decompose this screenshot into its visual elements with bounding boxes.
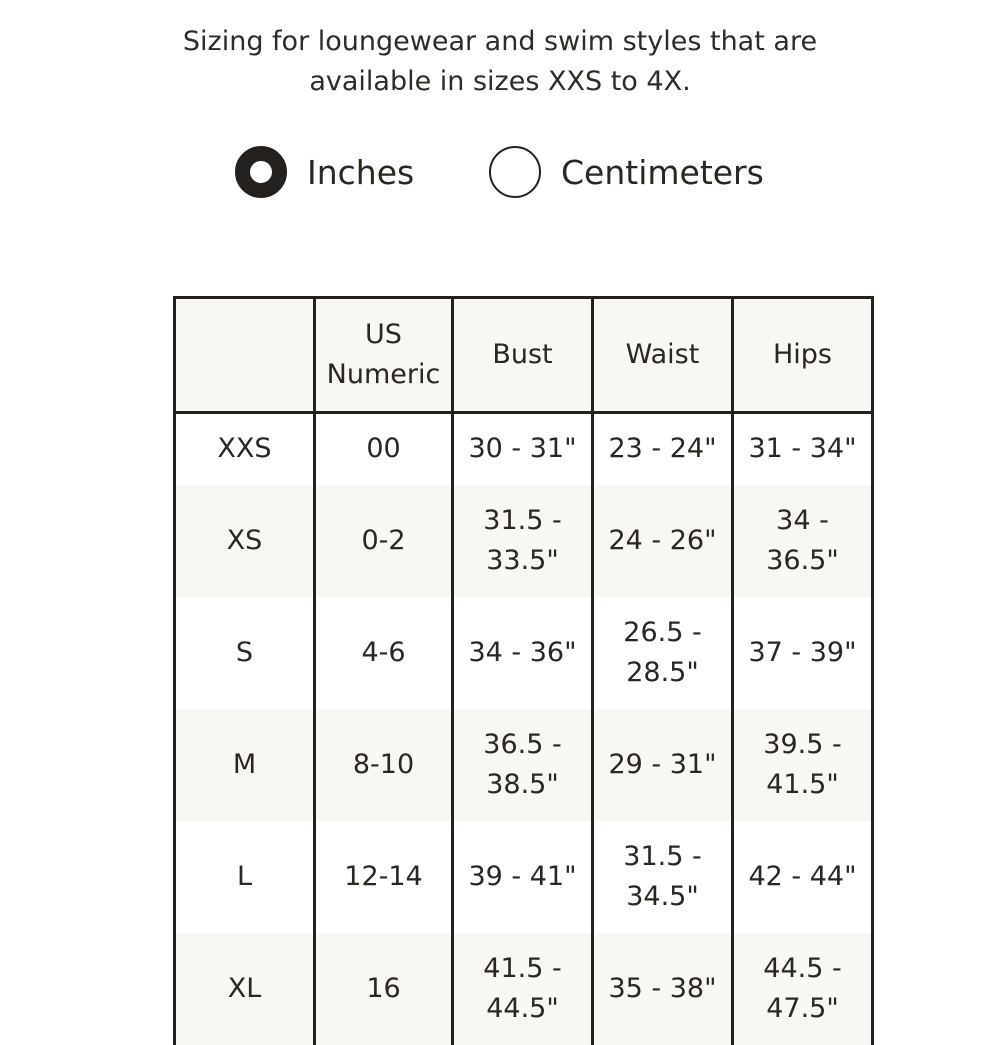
header-hips: Hips [733, 298, 873, 413]
centimeters-radio[interactable] [489, 146, 541, 198]
centimeters-label: Centimeters [561, 152, 764, 192]
bust-cell: 39 - 41" [453, 821, 593, 933]
waist-cell: 24 - 26" [593, 485, 733, 597]
hips-cell: 37 - 39" [733, 597, 873, 709]
inches-label: Inches [307, 152, 415, 192]
description-line-1: Sizing for loungewear and swim styles that are [182, 26, 818, 57]
header-us-numeric: US Numeric [315, 298, 453, 413]
us-numeric-cell: 12-14 [315, 821, 453, 933]
size-cell: XXS [175, 413, 315, 485]
centimeters-option[interactable] [489, 142, 764, 202]
bust-cell: 30 - 31" [453, 413, 593, 485]
table-row [175, 821, 873, 933]
us-numeric-cell: 16 [315, 933, 453, 1045]
header-size [175, 298, 315, 413]
inches-radio[interactable] [235, 146, 287, 198]
header-row [175, 298, 873, 413]
size-cell: L [175, 821, 315, 933]
size-cell: XS [175, 485, 315, 597]
us-numeric-cell: 8-10 [315, 709, 453, 821]
size-cell: XL [175, 933, 315, 1045]
table-row [175, 413, 873, 485]
header-waist: Waist [593, 298, 733, 413]
hips-cell: 42 - 44" [733, 821, 873, 933]
table-row [175, 597, 873, 709]
bust-cell: 34 - 36" [453, 597, 593, 709]
waist-cell: 35 - 38" [593, 933, 733, 1045]
description-line-2: available in sizes XXS to 4X. [309, 66, 691, 97]
bust-cell: 36.5 - 38.5" [453, 709, 593, 821]
table-row [175, 709, 873, 821]
header-bust: Bust [453, 298, 593, 413]
waist-cell: 29 - 31" [593, 709, 733, 821]
us-numeric-cell: 00 [315, 413, 453, 485]
waist-cell: 31.5 - 34.5" [593, 821, 733, 933]
size-cell: S [175, 597, 315, 709]
bust-cell: 41.5 - 44.5" [453, 933, 593, 1045]
hips-cell: 39.5 - 41.5" [733, 709, 873, 821]
waist-cell: 23 - 24" [593, 413, 733, 485]
waist-cell: 26.5 - 28.5" [593, 597, 733, 709]
us-numeric-cell: 4-6 [315, 597, 453, 709]
hips-cell: 31 - 34" [733, 413, 873, 485]
table-row [175, 485, 873, 597]
inches-option[interactable] [235, 142, 414, 202]
hips-cell: 34 - 36.5" [733, 485, 873, 597]
us-numeric-cell: 0-2 [315, 485, 453, 597]
table-row [175, 933, 873, 1045]
size-chart-description [0, 22, 1000, 102]
size-cell: M [175, 709, 315, 821]
bust-cell: 31.5 - 33.5" [453, 485, 593, 597]
unit-toggle [0, 142, 1000, 202]
size-chart-table [173, 296, 874, 1045]
hips-cell: 44.5 - 47.5" [733, 933, 873, 1045]
